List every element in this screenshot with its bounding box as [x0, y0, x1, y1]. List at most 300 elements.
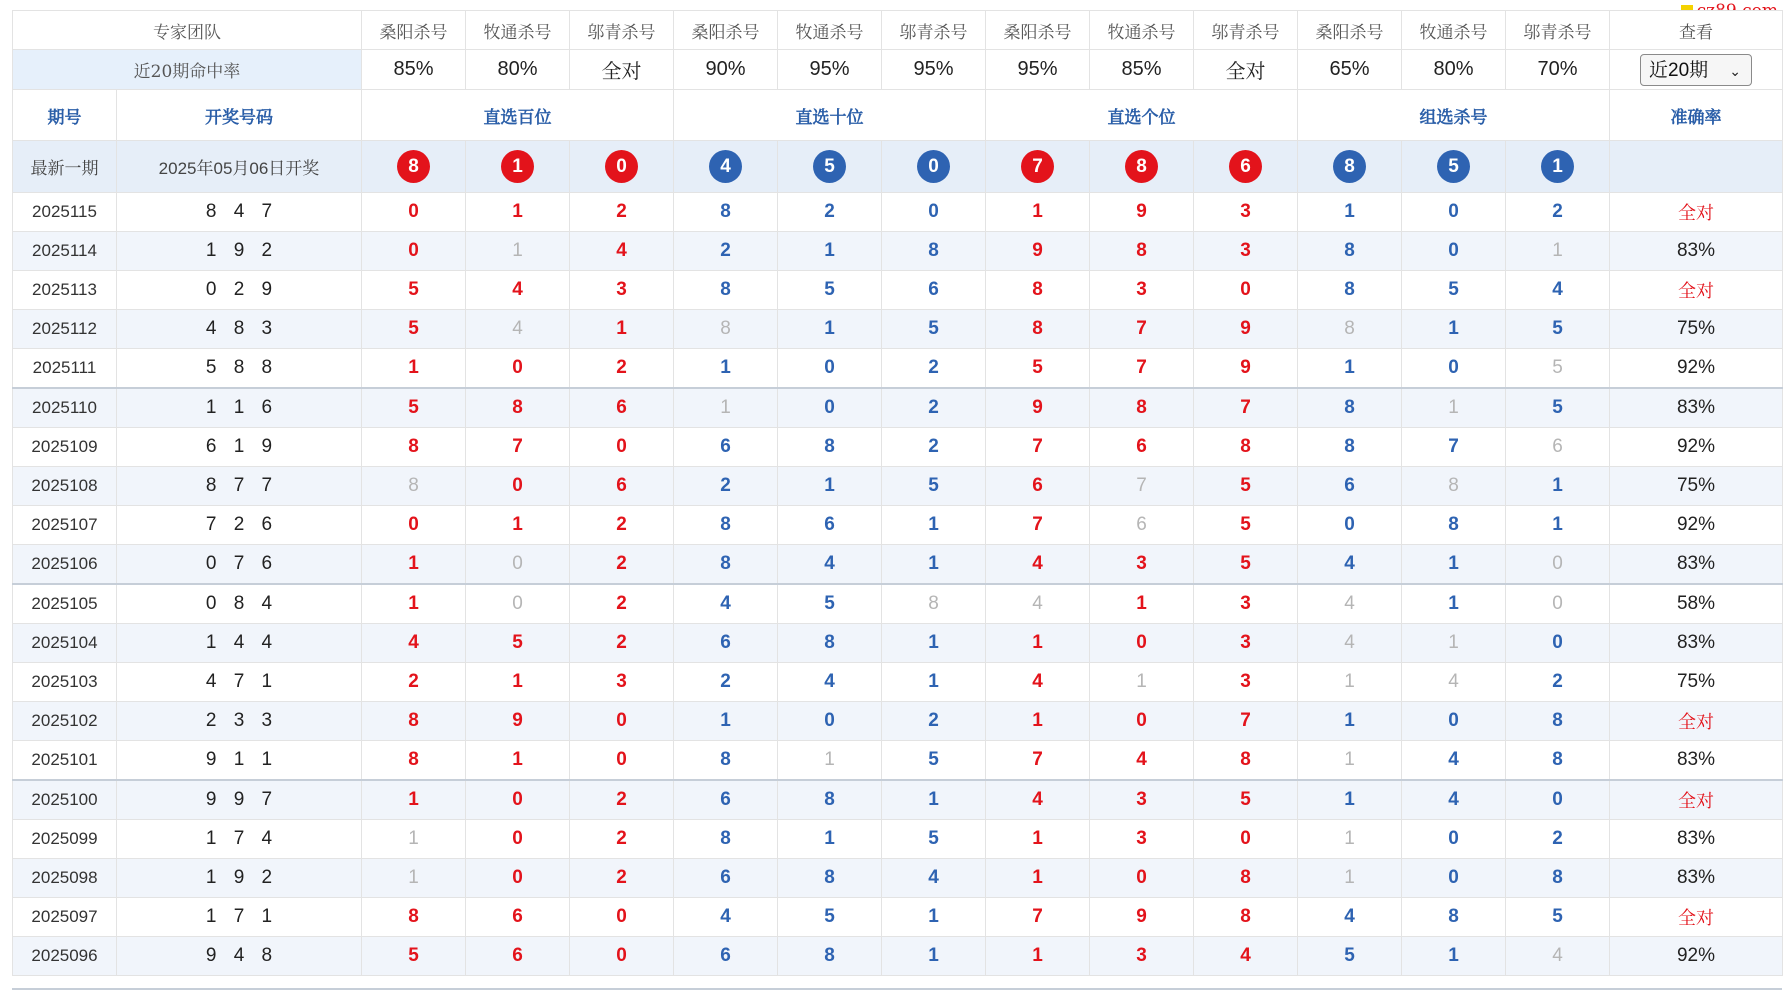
- accuracy-value: 75%: [1610, 663, 1783, 702]
- number-ball: 8: [1333, 150, 1366, 183]
- kill-number: 3: [570, 663, 674, 702]
- table-row: [13, 349, 1783, 389]
- kill-number: 7: [1402, 428, 1506, 467]
- issue-number: 2025103: [13, 663, 117, 702]
- kill-number: 2: [1506, 193, 1610, 232]
- kill-number: 1: [1402, 310, 1506, 349]
- kill-number: 7: [1194, 702, 1298, 741]
- kill-number: 8: [778, 859, 882, 898]
- expert-name: 桑阳杀号: [1298, 11, 1402, 50]
- period-select-cell: [1610, 50, 1783, 90]
- kill-number: 5: [882, 310, 986, 349]
- col-accuracy: 准确率: [1610, 90, 1783, 141]
- kill-number: 8: [674, 193, 778, 232]
- kill-number: 5: [362, 310, 466, 349]
- issue-number: 2025113: [13, 271, 117, 310]
- table-row: [13, 741, 1783, 781]
- kill-number: 3: [1194, 193, 1298, 232]
- number-ball: 0: [605, 150, 638, 183]
- kill-number: 5: [1506, 388, 1610, 428]
- kill-number: 6: [674, 937, 778, 976]
- kill-number: 5: [882, 820, 986, 859]
- accuracy-value: 全对: [1610, 780, 1783, 820]
- table-row: [13, 624, 1783, 663]
- draw-numbers: 9 9 7: [117, 780, 362, 820]
- kill-number: 1: [466, 193, 570, 232]
- kill-number: 2: [882, 702, 986, 741]
- kill-number: 0: [1090, 859, 1194, 898]
- kill-number: 8: [362, 467, 466, 506]
- kill-number: 1: [362, 820, 466, 859]
- table-row: [13, 271, 1783, 310]
- kill-number: 0: [570, 702, 674, 741]
- kill-number: 9: [986, 232, 1090, 271]
- table-row: [13, 428, 1783, 467]
- kill-number: 2: [570, 584, 674, 624]
- kill-number: 1: [1090, 663, 1194, 702]
- kill-number: 1: [986, 859, 1090, 898]
- kill-number: 2: [570, 545, 674, 585]
- kill-number: 2: [882, 428, 986, 467]
- table-row: [13, 820, 1783, 859]
- kill-number: 1: [1298, 193, 1402, 232]
- kill-number: 5: [1506, 310, 1610, 349]
- kill-number: 1: [1402, 937, 1506, 976]
- latest-ball-cell: [466, 141, 570, 193]
- table-row: [13, 310, 1783, 349]
- kill-number: 1: [362, 859, 466, 898]
- kill-number: 6: [674, 859, 778, 898]
- kill-number: 0: [1506, 584, 1610, 624]
- accuracy-value: 全对: [1610, 702, 1783, 741]
- kill-number: 8: [778, 428, 882, 467]
- kill-number: 5: [1194, 545, 1298, 585]
- period-select-value: 近20期: [1649, 59, 1709, 81]
- draw-numbers: 7 2 6: [117, 506, 362, 545]
- table-row: [13, 780, 1783, 820]
- draw-numbers: 0 7 6: [117, 545, 362, 585]
- kill-number: 9: [1090, 193, 1194, 232]
- kill-number: 0: [1402, 232, 1506, 271]
- kill-number: 1: [1506, 232, 1610, 271]
- kill-number: 0: [466, 349, 570, 389]
- issue-number: 2025101: [13, 741, 117, 781]
- kill-number: 0: [1506, 780, 1610, 820]
- kill-number: 8: [1506, 702, 1610, 741]
- expert-rate: 95%: [778, 50, 882, 90]
- kill-number: 8: [674, 820, 778, 859]
- kill-number: 6: [1090, 428, 1194, 467]
- issue-number: 2025109: [13, 428, 117, 467]
- kill-number: 4: [674, 584, 778, 624]
- kill-number: 2: [570, 859, 674, 898]
- kill-number: 8: [674, 506, 778, 545]
- col-group-hundreds: 直选百位: [362, 90, 674, 141]
- kill-number: 5: [1298, 937, 1402, 976]
- kill-number: 2: [362, 663, 466, 702]
- kill-number: 5: [778, 584, 882, 624]
- issue-number: 2025096: [13, 937, 117, 976]
- kill-number: 8: [1194, 859, 1298, 898]
- issue-number: 2025097: [13, 898, 117, 937]
- column-header-row: [13, 90, 1783, 141]
- kill-number: 8: [362, 741, 466, 781]
- expert-rate: 90%: [674, 50, 778, 90]
- accuracy-value: 全对: [1610, 193, 1783, 232]
- accuracy-value: 75%: [1610, 310, 1783, 349]
- accuracy-value: 92%: [1610, 349, 1783, 389]
- issue-number: 2025107: [13, 506, 117, 545]
- kill-number: 4: [1506, 937, 1610, 976]
- kill-number: 2: [570, 624, 674, 663]
- kill-number: 2: [570, 193, 674, 232]
- kill-number: 5: [466, 624, 570, 663]
- kill-number: 1: [1402, 584, 1506, 624]
- accuracy-value: 92%: [1610, 428, 1783, 467]
- expert-name: 牧通杀号: [1402, 11, 1506, 50]
- kill-number: 5: [1402, 271, 1506, 310]
- kill-number: 4: [362, 624, 466, 663]
- kill-number: 8: [1298, 232, 1402, 271]
- kill-number: 0: [1506, 545, 1610, 585]
- kill-number: 0: [570, 898, 674, 937]
- kill-number: 3: [1194, 624, 1298, 663]
- kill-number: 0: [778, 388, 882, 428]
- col-group-units: 直选个位: [986, 90, 1298, 141]
- kill-number: 1: [674, 702, 778, 741]
- accuracy-value: 75%: [1610, 467, 1783, 506]
- kill-number: 8: [1090, 232, 1194, 271]
- expert-rate: 85%: [1090, 50, 1194, 90]
- kill-number: 0: [882, 193, 986, 232]
- draw-numbers: 8 7 7: [117, 467, 362, 506]
- kill-number: 1: [882, 780, 986, 820]
- issue-number: 2025099: [13, 820, 117, 859]
- kill-number: 1: [466, 741, 570, 781]
- hit-rate-row: [13, 50, 1783, 90]
- issue-number: 2025106: [13, 545, 117, 585]
- kill-number: 9: [986, 388, 1090, 428]
- kill-number: 2: [570, 820, 674, 859]
- kill-number: 6: [1090, 506, 1194, 545]
- table-row: [13, 388, 1783, 428]
- kill-number: 1: [1090, 584, 1194, 624]
- kill-number: 1: [466, 663, 570, 702]
- kill-number: 1: [674, 388, 778, 428]
- kill-number: 8: [1402, 467, 1506, 506]
- kill-number: 4: [1402, 741, 1506, 781]
- kill-number: 1: [882, 624, 986, 663]
- kill-number: 8: [362, 428, 466, 467]
- draw-numbers: 1 9 2: [117, 232, 362, 271]
- kill-number: 0: [1402, 193, 1506, 232]
- expert-rate: 80%: [1402, 50, 1506, 90]
- issue-number: 2025112: [13, 310, 117, 349]
- kill-number: 8: [1194, 428, 1298, 467]
- kill-number: 8: [882, 232, 986, 271]
- kill-number: 8: [674, 310, 778, 349]
- kill-number: 5: [778, 898, 882, 937]
- view-label: 查看: [1610, 11, 1783, 50]
- kill-number: 5: [1194, 467, 1298, 506]
- kill-number: 0: [466, 467, 570, 506]
- table-row: [13, 937, 1783, 976]
- col-group-tens: 直选十位: [674, 90, 986, 141]
- kill-number: 8: [674, 545, 778, 585]
- expert-name: 桑阳杀号: [674, 11, 778, 50]
- kill-number: 3: [1090, 780, 1194, 820]
- latest-ball-cell: [1090, 141, 1194, 193]
- kill-number: 6: [570, 388, 674, 428]
- kill-number-table: [12, 10, 1783, 976]
- issue-number: 2025102: [13, 702, 117, 741]
- expert-rate: 95%: [882, 50, 986, 90]
- kill-number: 1: [778, 820, 882, 859]
- kill-number: 4: [1298, 624, 1402, 663]
- expert-name: 邬青杀号: [1194, 11, 1298, 50]
- chevron-down-icon: ⌄: [1729, 62, 1741, 79]
- kill-number: 8: [1298, 271, 1402, 310]
- kill-number: 0: [778, 702, 882, 741]
- kill-number: 7: [466, 428, 570, 467]
- kill-number: 8: [466, 388, 570, 428]
- kill-number: 1: [1298, 702, 1402, 741]
- kill-number: 0: [1402, 349, 1506, 389]
- draw-numbers: 1 4 4: [117, 624, 362, 663]
- kill-number: 9: [1194, 349, 1298, 389]
- kill-number: 4: [986, 545, 1090, 585]
- kill-number: 0: [1402, 820, 1506, 859]
- kill-number: 1: [986, 702, 1090, 741]
- expert-name: 邬青杀号: [570, 11, 674, 50]
- kill-number: 1: [1402, 624, 1506, 663]
- number-ball: 5: [1437, 150, 1470, 183]
- draw-numbers: 2 3 3: [117, 702, 362, 741]
- kill-number: 8: [674, 271, 778, 310]
- kill-number: 1: [986, 937, 1090, 976]
- issue-number: 2025108: [13, 467, 117, 506]
- kill-number: 4: [882, 859, 986, 898]
- number-ball: 6: [1229, 150, 1262, 183]
- latest-ball-cell: [674, 141, 778, 193]
- kill-number: 3: [1194, 663, 1298, 702]
- expert-name: 牧通杀号: [466, 11, 570, 50]
- kill-number: 4: [1506, 271, 1610, 310]
- issue-number: 2025110: [13, 388, 117, 428]
- kill-number: 4: [570, 232, 674, 271]
- kill-number: 0: [466, 820, 570, 859]
- expert-name: 牧通杀号: [1090, 11, 1194, 50]
- kill-number: 1: [986, 193, 1090, 232]
- kill-number: 8: [1090, 388, 1194, 428]
- kill-number: 9: [1090, 898, 1194, 937]
- kill-number: 2: [570, 506, 674, 545]
- expert-name: 邬青杀号: [882, 11, 986, 50]
- expert-name: 牧通杀号: [778, 11, 882, 50]
- table-row: [13, 545, 1783, 585]
- draw-numbers: 5 8 8: [117, 349, 362, 389]
- kill-number: 0: [1090, 624, 1194, 663]
- kill-number: 0: [466, 584, 570, 624]
- kill-number: 0: [466, 545, 570, 585]
- kill-number: 7: [986, 741, 1090, 781]
- draw-numbers: 1 9 2: [117, 859, 362, 898]
- kill-number: 8: [1298, 310, 1402, 349]
- latest-ball-cell: [778, 141, 882, 193]
- kill-number: 1: [1298, 663, 1402, 702]
- issue-number: 2025098: [13, 859, 117, 898]
- expert-rate: 70%: [1506, 50, 1610, 90]
- accuracy-value: 全对: [1610, 271, 1783, 310]
- kill-number: 1: [362, 584, 466, 624]
- kill-number: 7: [1090, 349, 1194, 389]
- kill-number: 8: [1506, 741, 1610, 781]
- kill-number: 5: [1506, 349, 1610, 389]
- col-draw: 开奖号码: [117, 90, 362, 141]
- table-row: [13, 859, 1783, 898]
- kill-number: 1: [882, 545, 986, 585]
- draw-numbers: 1 7 1: [117, 898, 362, 937]
- col-issue: 期号: [13, 90, 117, 141]
- kill-number: 8: [778, 780, 882, 820]
- kill-number: 6: [674, 780, 778, 820]
- draw-numbers: 0 2 9: [117, 271, 362, 310]
- accuracy-value: 83%: [1610, 859, 1783, 898]
- accuracy-value: 83%: [1610, 820, 1783, 859]
- kill-number: 1: [778, 310, 882, 349]
- table-bottom-border: [12, 988, 1782, 990]
- latest-ball-cell: [570, 141, 674, 193]
- kill-number: 6: [466, 898, 570, 937]
- kill-number: 6: [778, 506, 882, 545]
- kill-number: 7: [986, 898, 1090, 937]
- expert-rate: 80%: [466, 50, 570, 90]
- kill-number: 5: [1194, 506, 1298, 545]
- kill-number: 5: [778, 271, 882, 310]
- draw-numbers: 4 8 3: [117, 310, 362, 349]
- latest-ball-cell: [986, 141, 1090, 193]
- kill-number: 1: [1298, 349, 1402, 389]
- draw-numbers: 1 1 6: [117, 388, 362, 428]
- kill-number: 3: [570, 271, 674, 310]
- kill-number: 0: [1402, 859, 1506, 898]
- latest-ball-cell: [1194, 141, 1298, 193]
- draw-numbers: 0 8 4: [117, 584, 362, 624]
- kill-number: 9: [1194, 310, 1298, 349]
- issue-number: 2025100: [13, 780, 117, 820]
- table-row: [13, 898, 1783, 937]
- kill-number: 0: [466, 859, 570, 898]
- history-rows: [13, 193, 1783, 976]
- kill-number: 0: [778, 349, 882, 389]
- kill-number: 4: [1298, 584, 1402, 624]
- accuracy-value: 83%: [1610, 545, 1783, 585]
- kill-number: 8: [362, 898, 466, 937]
- issue-number: 2025104: [13, 624, 117, 663]
- expert-rate: 95%: [986, 50, 1090, 90]
- accuracy-value: 83%: [1610, 232, 1783, 271]
- kill-number: 4: [986, 780, 1090, 820]
- kill-number: 8: [778, 624, 882, 663]
- kill-number: 2: [674, 467, 778, 506]
- kill-number: 1: [466, 506, 570, 545]
- kill-number: 0: [570, 937, 674, 976]
- kill-number: 4: [778, 545, 882, 585]
- accuracy-value: 92%: [1610, 937, 1783, 976]
- kill-number: 4: [466, 271, 570, 310]
- kill-number: 1: [1402, 545, 1506, 585]
- period-select[interactable]: [1640, 54, 1752, 86]
- hit-rate-label: 近20期命中率: [13, 50, 362, 90]
- kill-number: 0: [1298, 506, 1402, 545]
- kill-number: 4: [1402, 780, 1506, 820]
- number-ball: 8: [1125, 150, 1158, 183]
- accuracy-value: 58%: [1610, 584, 1783, 624]
- team-label: 专家团队: [13, 11, 362, 50]
- kill-number: 2: [778, 193, 882, 232]
- kill-number: 1: [362, 780, 466, 820]
- kill-number: 6: [674, 624, 778, 663]
- kill-number: 0: [362, 506, 466, 545]
- number-ball: 8: [397, 150, 430, 183]
- kill-number: 8: [1194, 741, 1298, 781]
- kill-number: 7: [1194, 388, 1298, 428]
- kill-number: 4: [778, 663, 882, 702]
- kill-number: 5: [1194, 780, 1298, 820]
- latest-label: 最新一期: [13, 141, 117, 193]
- kill-number: 4: [986, 663, 1090, 702]
- kill-number: 3: [1090, 271, 1194, 310]
- kill-number: 1: [466, 232, 570, 271]
- number-ball: 7: [1021, 150, 1054, 183]
- draw-numbers: 1 7 4: [117, 820, 362, 859]
- kill-number: 4: [1298, 545, 1402, 585]
- kill-number: 5: [362, 271, 466, 310]
- draw-numbers: 9 4 8: [117, 937, 362, 976]
- kill-number: 0: [570, 428, 674, 467]
- kill-number: 1: [1402, 388, 1506, 428]
- kill-number: 3: [1194, 584, 1298, 624]
- kill-number: 0: [1402, 702, 1506, 741]
- kill-number: 1: [778, 467, 882, 506]
- kill-number: 1: [674, 349, 778, 389]
- kill-number: 2: [1506, 820, 1610, 859]
- kill-number: 2: [674, 232, 778, 271]
- kill-number: 1: [1298, 780, 1402, 820]
- kill-number: 0: [1090, 702, 1194, 741]
- issue-number: 2025115: [13, 193, 117, 232]
- kill-number: 8: [778, 937, 882, 976]
- kill-number: 8: [362, 702, 466, 741]
- kill-number: 1: [882, 898, 986, 937]
- accuracy-value: 全对: [1610, 898, 1783, 937]
- table-row: [13, 193, 1783, 232]
- kill-number: 1: [362, 545, 466, 585]
- table-row: [13, 702, 1783, 741]
- kill-number: 6: [882, 271, 986, 310]
- expert-name: 邬青杀号: [1506, 11, 1610, 50]
- kill-number: 8: [1298, 388, 1402, 428]
- kill-number: 4: [674, 898, 778, 937]
- kill-number: 6: [1298, 467, 1402, 506]
- col-group-combo: 组选杀号: [1298, 90, 1610, 141]
- kill-number: 2: [570, 349, 674, 389]
- kill-number: 6: [466, 937, 570, 976]
- kill-number: 3: [1090, 545, 1194, 585]
- kill-number: 8: [1194, 898, 1298, 937]
- number-ball: 5: [813, 150, 846, 183]
- kill-number: 7: [986, 506, 1090, 545]
